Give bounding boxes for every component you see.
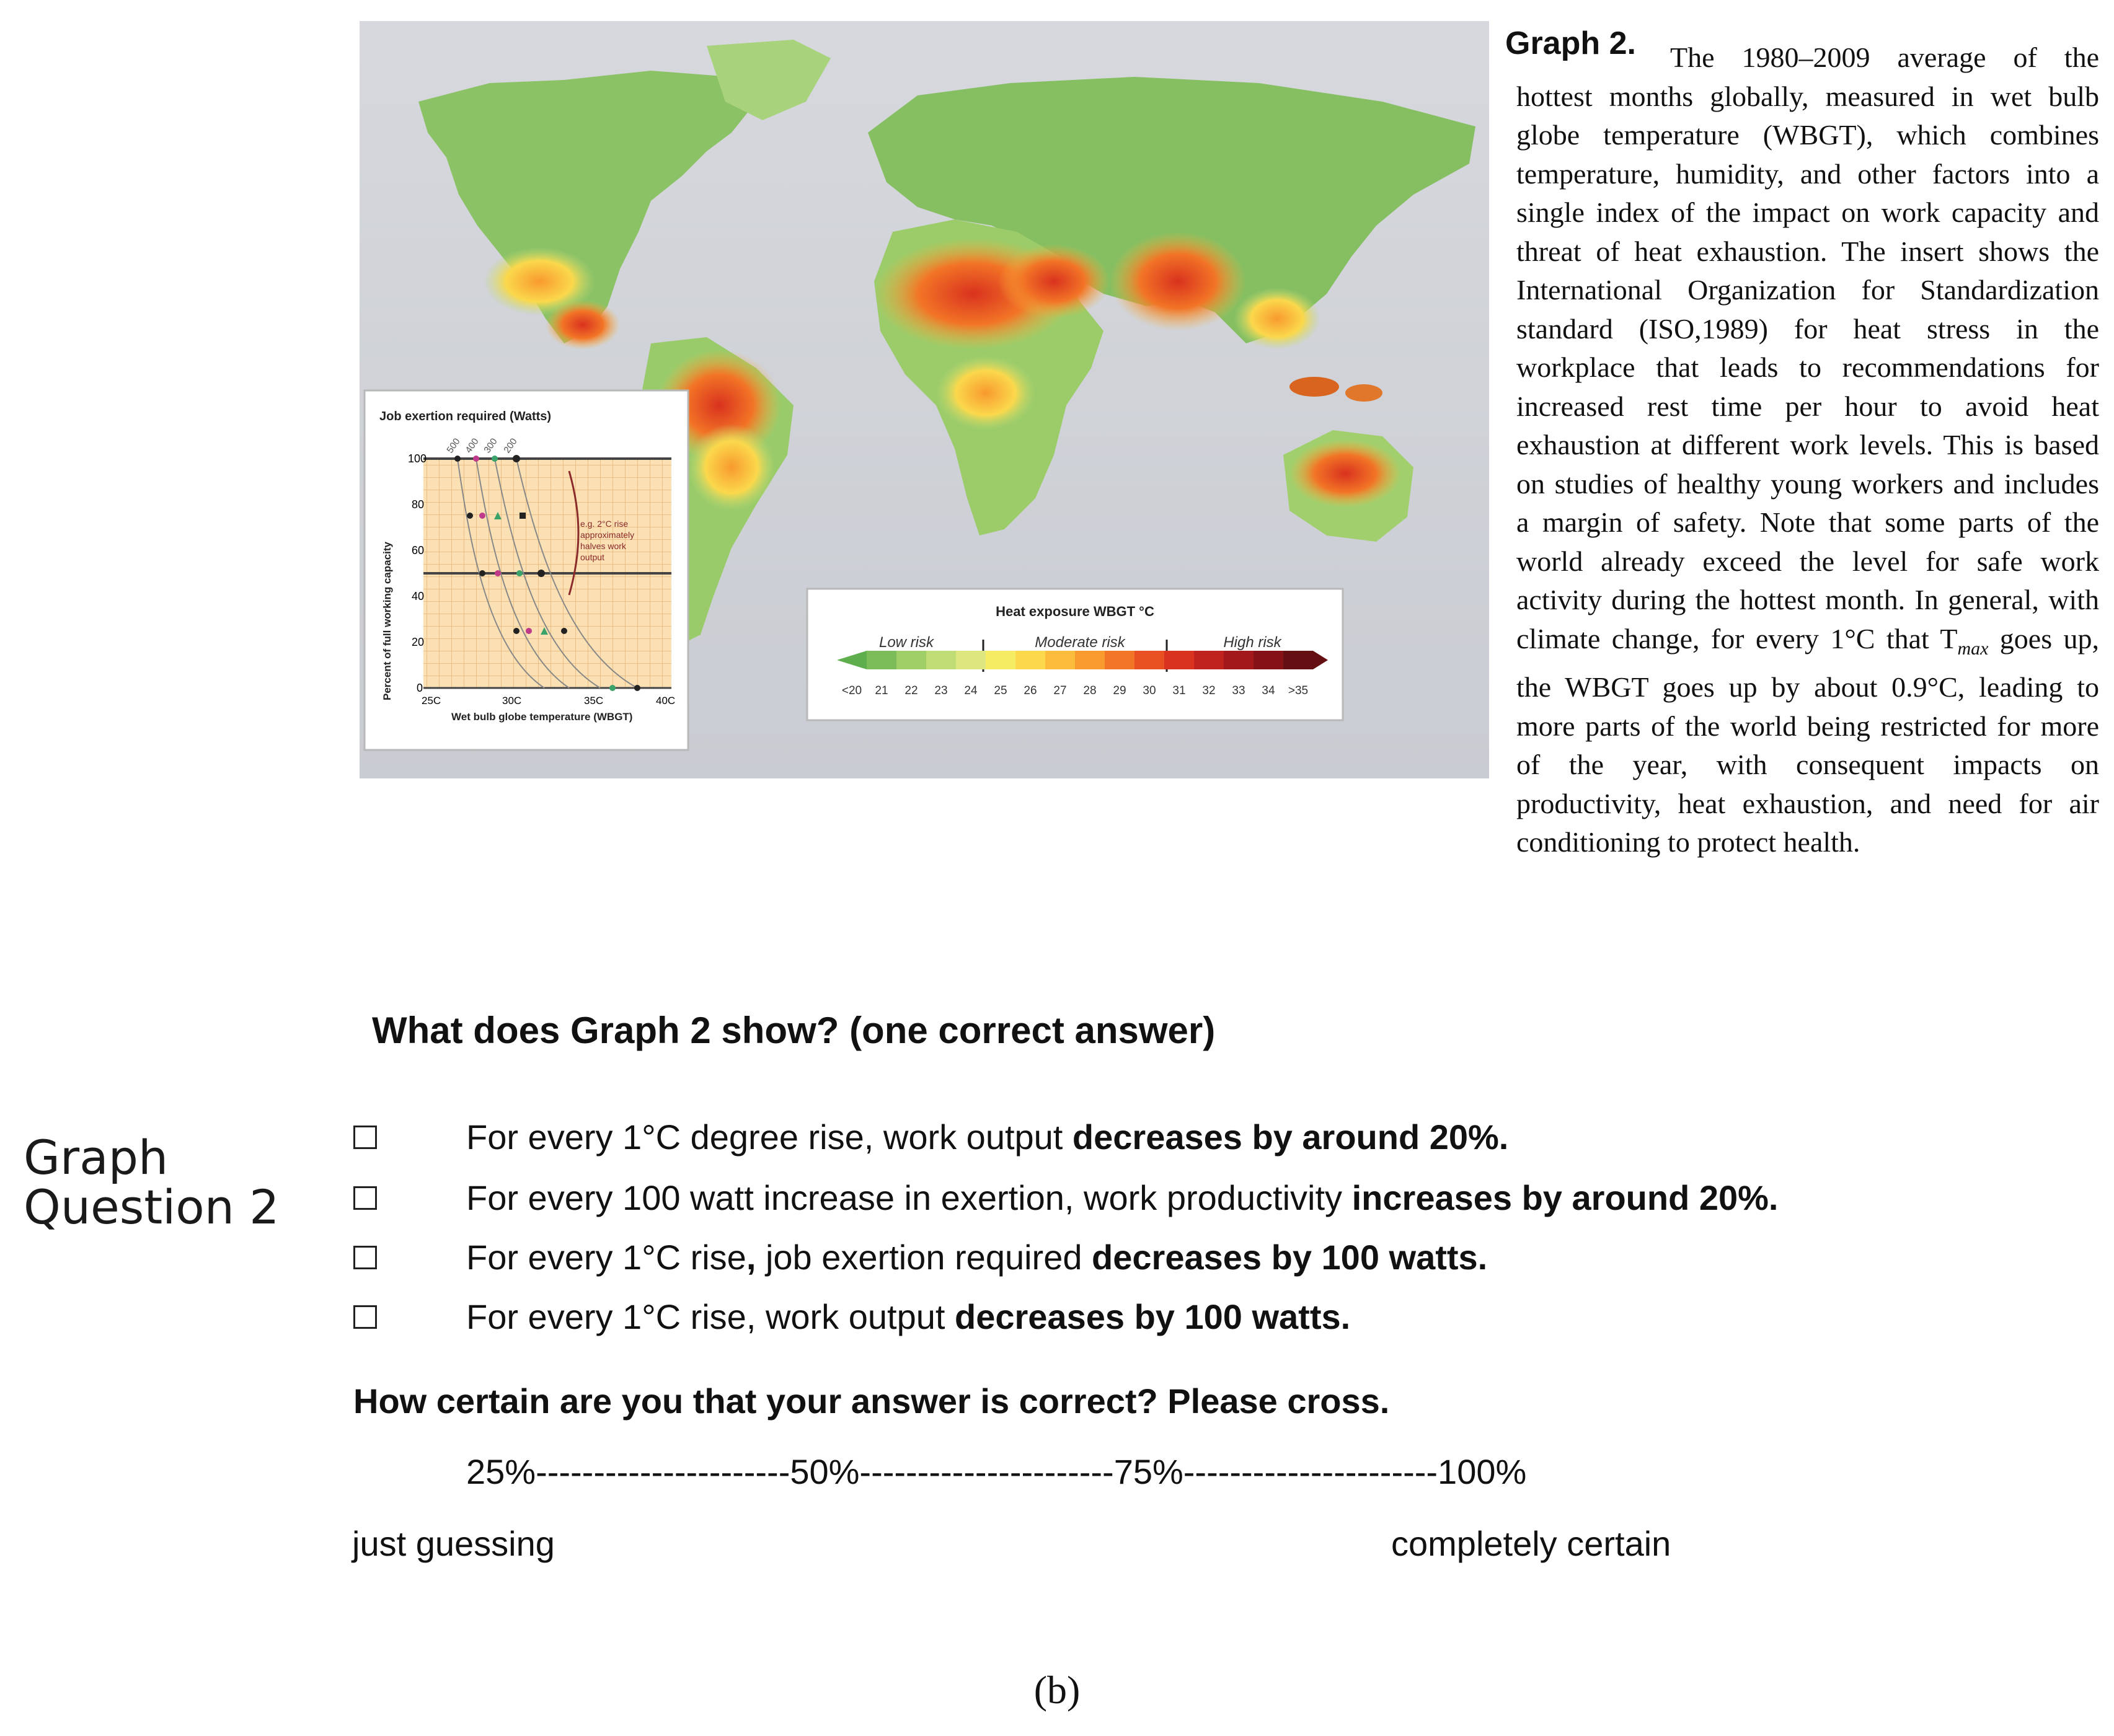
- legend-color-swatch: [1164, 651, 1195, 669]
- watt-label: 300: [482, 436, 500, 456]
- iso-inset-chart: [365, 390, 688, 750]
- world-heat-map: [360, 21, 1489, 778]
- marker-dot: [513, 628, 520, 634]
- side-label: [24, 1130, 280, 1235]
- scale-right-label: completely certain: [1391, 1524, 1671, 1563]
- option-label: [466, 1178, 1778, 1218]
- inset-y-tick: 40: [412, 590, 425, 602]
- legend-color-swatch: [956, 651, 986, 669]
- option-bold-text: ,: [746, 1238, 756, 1277]
- option-bold-text: increases by around 20%.: [1351, 1178, 1779, 1217]
- caption-tmax-subscript: max: [1957, 638, 1989, 659]
- southeast-asia-heat-zone: [1234, 288, 1320, 350]
- legend-tick-label: 27: [1053, 684, 1067, 697]
- marker-dot: [467, 513, 473, 519]
- legend-color-swatch: [1254, 651, 1284, 669]
- legend-color-swatch: [1105, 651, 1135, 669]
- certainty-title: How certain are you that your answer is correct? Please cross.: [353, 1381, 1390, 1421]
- option-plain-text: job exertion required: [756, 1238, 1092, 1277]
- caption-label: Graph 2.: [1505, 25, 1636, 61]
- legend-tick-label: 25: [994, 684, 1007, 697]
- inset-x-axis-label: Wet bulb globe temperature (WBGT): [451, 711, 633, 723]
- checkbox[interactable]: [353, 1305, 377, 1329]
- legend-color-swatch: [867, 651, 897, 669]
- legend-color-bar: [837, 651, 1328, 669]
- marker-dot: [561, 628, 567, 634]
- legend-tick-label: 29: [1113, 684, 1126, 697]
- watt-label: 400: [463, 436, 481, 456]
- option-bold-text: decreases by around 20%.: [1072, 1117, 1509, 1157]
- watt-label: 500: [444, 436, 462, 456]
- option-label: [466, 1237, 1487, 1277]
- subfigure-label: (b): [1033, 1668, 1081, 1712]
- legend-color-swatch: [1045, 651, 1076, 669]
- inset-x-tick: 40C: [656, 695, 676, 707]
- indonesia-island: [1289, 377, 1339, 397]
- legend-tick-label: 21: [875, 684, 888, 697]
- inset-y-tick: 20: [412, 636, 425, 648]
- legend-color-swatch: [1224, 651, 1254, 669]
- legend-tick-label: 23: [934, 684, 948, 697]
- scale-left-label: just guessing: [352, 1524, 555, 1563]
- legend-moderate-risk: Moderate risk: [1035, 634, 1125, 651]
- inset-y-tick: 60: [412, 544, 425, 557]
- marker-dot: [513, 455, 520, 462]
- option-plain-text: For every 1°C rise: [466, 1238, 746, 1277]
- certainty-scale[interactable]: 25%----------------------50%----------------------75%----------------------100%: [466, 1452, 1527, 1491]
- checkbox[interactable]: [353, 1186, 377, 1210]
- checkbox[interactable]: [353, 1246, 377, 1269]
- legend-color-swatch: [986, 651, 1016, 669]
- legend-color-swatch: [896, 651, 927, 669]
- legend-color-swatch: [926, 651, 957, 669]
- caption-body: The 1980–2009 average of the hottest months globally, measured in wet bulb globe temperature (WBGT), which combines temperature, humidity, and other factors into a single index of the impact on work capacity and threat of heat exhaustion. The insert shows the International Organization for Standardization standard (ISO,1989) for heat stress in the workplace that leads to recommendations for increased rest time per hour to avoid heat exhaustion at different work levels. This is based on studies of healthy young workers and includes a margin of safety. Note that some parts of the world already exceed the level for safe work activity during the hottest month. In general, with climate change, for every 1°C that T: [1516, 42, 2099, 654]
- inset-y-tick: 100: [408, 452, 427, 465]
- inset-y-axis-label: Percent of full working capacity: [381, 541, 393, 700]
- marker-dot: [526, 628, 532, 634]
- legend-low-risk: Low risk: [878, 634, 934, 651]
- legend-color-swatch: [1134, 651, 1165, 669]
- inset-x-tick: 25C: [422, 695, 441, 707]
- option-label: [466, 1117, 1508, 1157]
- side-label-line: Graph: [24, 1130, 169, 1185]
- marker-dot: [492, 456, 498, 462]
- legend-color-swatch: [1194, 651, 1224, 669]
- legend-tick-label: 32: [1202, 684, 1216, 697]
- inset-x-tick: 35C: [584, 695, 604, 707]
- marker-dot: [495, 570, 501, 576]
- marker-dot: [479, 513, 485, 519]
- legend-tick-label: 28: [1083, 684, 1097, 697]
- inset-y-tick: 0: [417, 682, 423, 694]
- legend-color-swatch: [1075, 651, 1105, 669]
- annotation-text: e.g. 2°C rise: [580, 519, 629, 529]
- india-heat-zone: [1110, 232, 1246, 331]
- option-plain-text: For every 1°C rise, work output: [466, 1297, 955, 1336]
- legend-tick-label: 24: [964, 684, 978, 697]
- australia-heat-zone: [1289, 439, 1401, 508]
- legend-tick-label: 22: [904, 684, 918, 697]
- option-plain-text: For every 1°C degree rise, work output: [466, 1117, 1072, 1157]
- marker-dot: [516, 570, 523, 576]
- mexico-heat-zone: [546, 300, 620, 350]
- heat-exposure-legend: [807, 589, 1343, 720]
- legend-color-swatch: [1015, 651, 1046, 669]
- caption-body-end: goes up, the WBGT goes up by about 0.9°C, leading to more parts of the world being restricted for more of the year, with consequent impacts on productivity, heat exhaustion, and need for air conditioning to protect health.: [1516, 622, 2099, 858]
- marker-dot: [609, 685, 616, 691]
- option-bold-text: decreases by 100 watts.: [1092, 1238, 1488, 1277]
- marker-dot: [479, 570, 485, 576]
- world-heat-map-figure: [360, 21, 1489, 778]
- marker-square: [520, 513, 526, 519]
- marker-dot: [454, 456, 461, 462]
- question-title: What does Graph 2 show? (one correct answer): [372, 1010, 1216, 1051]
- legend-title: Heat exposure WBGT °C: [996, 604, 1154, 619]
- new-guinea-island: [1345, 384, 1382, 402]
- legend-tick-label: 26: [1024, 684, 1037, 697]
- annotation-text: approximately: [580, 530, 635, 540]
- inset-x-tick: 30C: [502, 695, 522, 707]
- legend-tick-label: 31: [1172, 684, 1186, 697]
- legend-tick-label: <20: [841, 684, 862, 697]
- legend-tick-label: 33: [1232, 684, 1245, 697]
- legend-tick-label: 30: [1143, 684, 1156, 697]
- brazil-heat-zone: [688, 424, 775, 511]
- marker-dot: [537, 570, 545, 577]
- side-label-line: Question 2: [24, 1179, 280, 1235]
- marker-dot: [473, 456, 479, 462]
- inset-y-tick: 80: [412, 498, 425, 511]
- arabia-heat-zone: [998, 244, 1110, 319]
- inset-title: Job exertion required (Watts): [379, 410, 552, 423]
- option-label: [466, 1297, 1350, 1337]
- watt-label: 200: [502, 436, 520, 456]
- marker-dot: [634, 685, 640, 691]
- central-africa-heat-zone: [936, 356, 1035, 430]
- annotation-text: halves work: [580, 541, 626, 551]
- legend-high-risk: High risk: [1223, 634, 1281, 651]
- annotation-text: output: [580, 552, 604, 562]
- legend-tick-label: 34: [1262, 684, 1275, 697]
- checkbox[interactable]: [353, 1126, 377, 1149]
- caption-text: [1516, 38, 2099, 862]
- option-plain-text: For every 100 watt increase in exertion, work productivity: [466, 1178, 1352, 1217]
- option-bold-text: decreases by 100 watts.: [955, 1297, 1351, 1336]
- legend-tick-label: >35: [1288, 684, 1309, 697]
